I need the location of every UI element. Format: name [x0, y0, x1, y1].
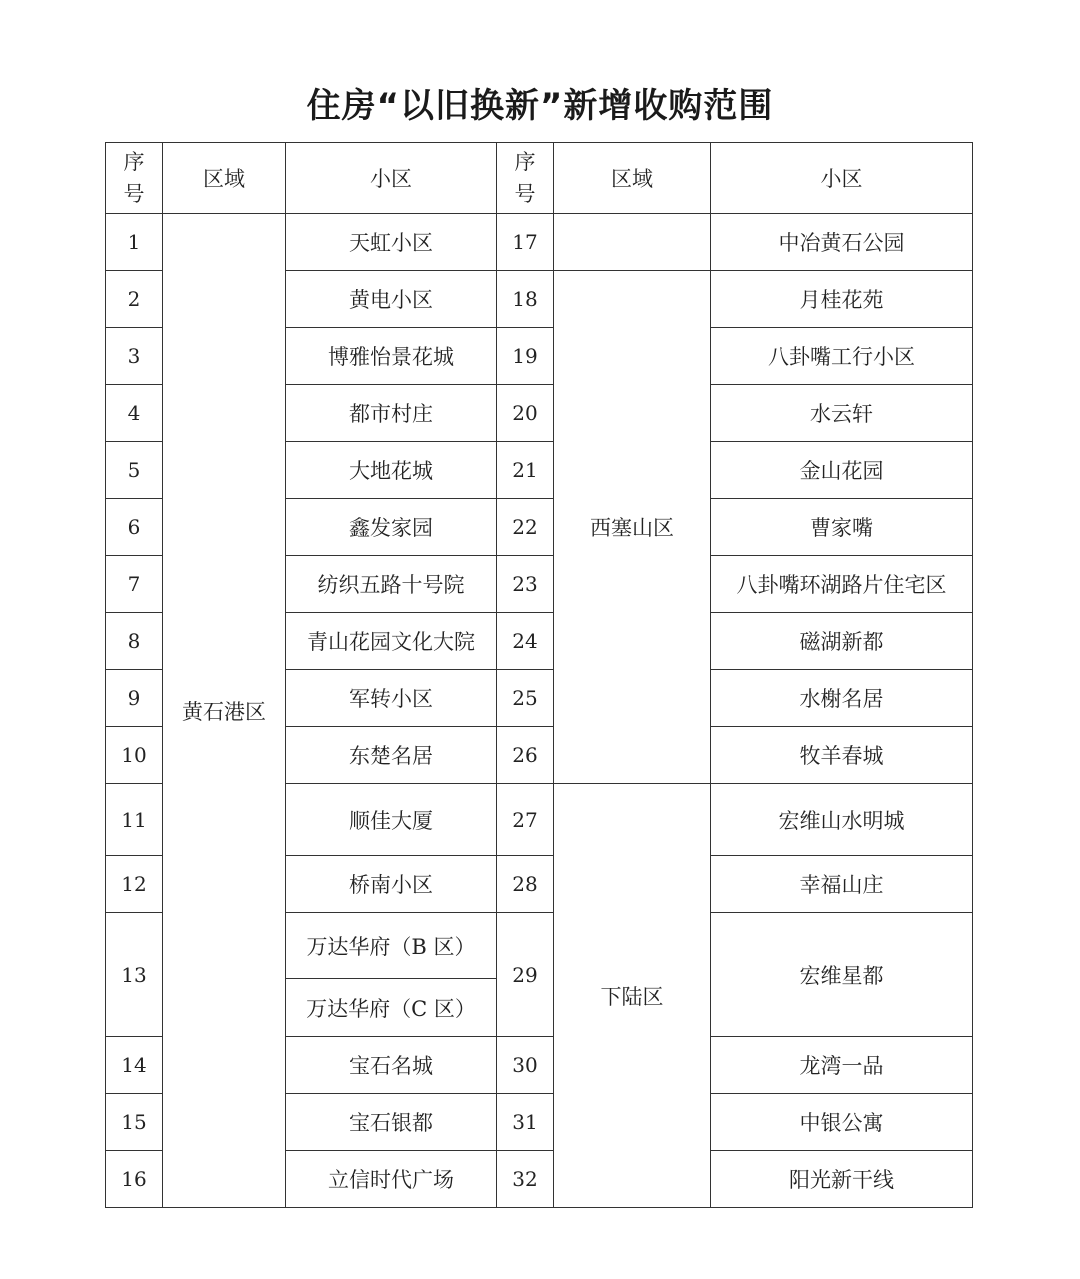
community-cell: 中冶黄石公园: [711, 214, 973, 271]
community-cell: 宏维星都: [711, 913, 973, 1037]
community-cell: 黄电小区: [286, 271, 497, 328]
seq-cell: 23: [497, 556, 554, 613]
seq-cell: 8: [106, 613, 163, 670]
community-cell: 中银公寓: [711, 1094, 973, 1151]
community-cell: 万达华府（B 区）: [286, 913, 497, 979]
community-cell: 纺织五路十号院: [286, 556, 497, 613]
header-district: 区域: [163, 143, 286, 214]
seq-cell: 32: [497, 1151, 554, 1208]
seq-cell: 26: [497, 727, 554, 784]
seq-cell: 25: [497, 670, 554, 727]
community-cell: 宝石名城: [286, 1037, 497, 1094]
seq-cell: 16: [106, 1151, 163, 1208]
header-seq-2: 序 号: [497, 143, 554, 214]
seq-cell: 9: [106, 670, 163, 727]
community-cell: 曹家嘴: [711, 499, 973, 556]
community-cell: 金山花园: [711, 442, 973, 499]
seq-cell: 31: [497, 1094, 554, 1151]
seq-cell: 5: [106, 442, 163, 499]
community-cell: 都市村庄: [286, 385, 497, 442]
community-cell: 顺佳大厦: [286, 784, 497, 856]
seq-cell: 18: [497, 271, 554, 328]
district-empty: [554, 214, 711, 271]
community-cell: 青山花园文化大院: [286, 613, 497, 670]
community-cell: 八卦嘴环湖路片住宅区: [711, 556, 973, 613]
community-cell: 东楚名居: [286, 727, 497, 784]
header-community: 小区: [286, 143, 497, 214]
seq-cell: 6: [106, 499, 163, 556]
district-huangshigang: 黄石港区: [163, 214, 286, 1208]
page-title: 住房“以旧换新”新增收购范围: [306, 86, 774, 126]
seq-cell: 21: [497, 442, 554, 499]
header-community-2: 小区: [711, 143, 973, 214]
seq-cell: 13: [106, 913, 163, 1037]
header-district-2: 区域: [554, 143, 711, 214]
community-cell: 大地花城: [286, 442, 497, 499]
community-cell: 磁湖新都: [711, 613, 973, 670]
community-cell: 月桂花苑: [711, 271, 973, 328]
seq-cell: 2: [106, 271, 163, 328]
seq-cell: 29: [497, 913, 554, 1037]
seq-cell: 11: [106, 784, 163, 856]
district-xisaishan: 西塞山区: [554, 271, 711, 784]
community-cell: 鑫发家园: [286, 499, 497, 556]
seq-cell: 27: [497, 784, 554, 856]
community-cell: 龙湾一品: [711, 1037, 973, 1094]
header-row: [106, 143, 973, 214]
seq-cell: 12: [106, 856, 163, 913]
seq-cell: 30: [497, 1037, 554, 1094]
community-cell: 桥南小区: [286, 856, 497, 913]
community-cell: 宝石银都: [286, 1094, 497, 1151]
seq-cell: 14: [106, 1037, 163, 1094]
seq-cell: 7: [106, 556, 163, 613]
seq-cell: 20: [497, 385, 554, 442]
seq-cell: 1: [106, 214, 163, 271]
seq-cell: 24: [497, 613, 554, 670]
seq-cell: 15: [106, 1094, 163, 1151]
community-cell: 万达华府（C 区）: [286, 979, 497, 1037]
community-cell: 牧羊春城: [711, 727, 973, 784]
seq-cell: 28: [497, 856, 554, 913]
community-cell: 博雅怡景花城: [286, 328, 497, 385]
seq-cell: 4: [106, 385, 163, 442]
table-row: [106, 214, 973, 271]
header-seq: 序 号: [106, 143, 163, 214]
community-table: [105, 142, 973, 1208]
community-cell: 天虹小区: [286, 214, 497, 271]
community-cell: 宏维山水明城: [711, 784, 973, 856]
community-cell: 八卦嘴工行小区: [711, 328, 973, 385]
community-cell: 立信时代广场: [286, 1151, 497, 1208]
seq-cell: 3: [106, 328, 163, 385]
community-cell: 水云轩: [711, 385, 973, 442]
community-cell: 水榭名居: [711, 670, 973, 727]
community-cell: 阳光新干线: [711, 1151, 973, 1208]
seq-cell: 19: [497, 328, 554, 385]
seq-cell: 22: [497, 499, 554, 556]
district-xialu: 下陆区: [554, 784, 711, 1208]
community-cell: 幸福山庄: [711, 856, 973, 913]
seq-cell: 10: [106, 727, 163, 784]
community-cell: 军转小区: [286, 670, 497, 727]
seq-cell: 17: [497, 214, 554, 271]
